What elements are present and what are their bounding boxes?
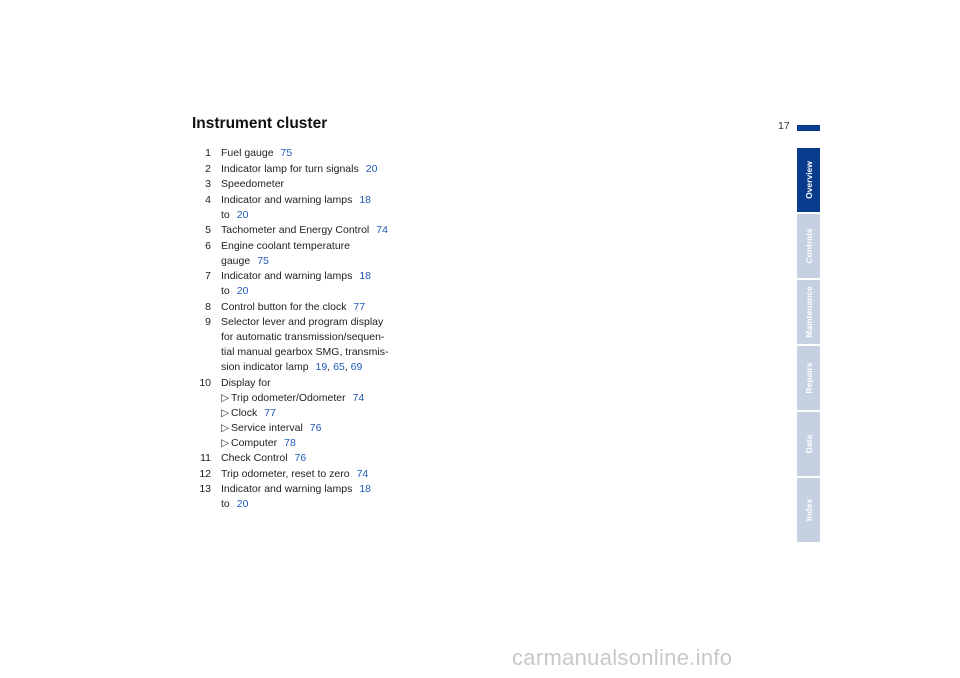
- list-item: [192, 162, 402, 177]
- page-ref-link[interactable]: 74: [356, 467, 369, 480]
- item-number: 5: [205, 224, 211, 236]
- section-tabs: [797, 148, 820, 544]
- page-ref-link[interactable]: 20: [365, 162, 378, 175]
- item-text: for automatic transmission/sequen-: [221, 331, 385, 343]
- triangle-bullet-icon: ▷: [221, 421, 230, 434]
- item-number: 7: [205, 270, 211, 282]
- sub-item-content: [231, 406, 276, 421]
- page-ref-link[interactable]: 20: [236, 285, 249, 297]
- item-line: [221, 360, 402, 375]
- item-body: [221, 223, 402, 238]
- item-number: 9: [205, 316, 211, 328]
- sub-item-text: Computer: [231, 436, 278, 449]
- item-line: [221, 467, 402, 482]
- sub-item: [221, 436, 402, 451]
- item-body: [221, 482, 402, 512]
- item-number: 13: [199, 483, 211, 495]
- item-body: [221, 239, 402, 269]
- legend-list: [192, 146, 402, 513]
- item-text: Fuel gauge: [221, 147, 274, 159]
- list-item: [192, 146, 402, 161]
- list-item: [192, 193, 402, 223]
- sub-item-text: Service interval: [231, 421, 303, 434]
- item-line: [221, 254, 402, 269]
- item-number: 8: [205, 300, 211, 313]
- section-tab-repairs[interactable]: [797, 346, 820, 410]
- page-ref-link[interactable]: 20: [236, 208, 249, 221]
- item-text: to: [221, 498, 230, 510]
- page-ref-link[interactable]: 76: [294, 452, 307, 464]
- triangle-bullet-icon: ▷: [221, 391, 230, 404]
- item-line: [221, 451, 402, 466]
- page-ref-link[interactable]: 78: [284, 436, 296, 449]
- page-ref-link[interactable]: 18: [359, 270, 372, 282]
- section-tab-label: Index: [803, 498, 814, 522]
- page-ref-link[interactable]: 18: [359, 193, 372, 206]
- item-line: [221, 208, 402, 223]
- page-title: Instrument cluster: [192, 115, 328, 132]
- page-number: 17: [778, 120, 790, 132]
- item-text: gauge: [221, 254, 251, 267]
- item-line: [221, 315, 402, 330]
- section-tab-index[interactable]: [797, 478, 820, 542]
- list-item: [192, 177, 402, 192]
- item-text: Control button for the clock: [221, 300, 347, 313]
- page-ref-link[interactable]: 19: [315, 361, 328, 373]
- list-item: [192, 300, 402, 315]
- page-ref-link[interactable]: 75: [257, 254, 269, 267]
- item-text: Trip odometer, reset to zero: [221, 467, 350, 480]
- section-tab-label: Maintenance: [803, 286, 814, 338]
- item-text: Display for: [221, 376, 271, 389]
- item-text: Check Control: [221, 452, 288, 464]
- item-body: [221, 451, 402, 466]
- item-text: to: [221, 285, 230, 297]
- item-number: 3: [205, 178, 211, 190]
- item-line: [221, 223, 402, 238]
- item-text: Speedometer: [221, 178, 285, 190]
- item-body: [221, 162, 402, 177]
- triangle-bullet-icon: ▷: [221, 436, 230, 449]
- page-ref-link[interactable]: 77: [353, 300, 366, 313]
- item-line: [221, 269, 402, 284]
- item-text: Indicator lamp for turn signals: [221, 162, 359, 175]
- list-item: [192, 376, 402, 451]
- sub-item: [221, 421, 402, 436]
- triangle-bullet-icon: ▷: [221, 406, 230, 419]
- section-tab-maintenance[interactable]: [797, 280, 820, 344]
- section-tab-label: Data: [803, 434, 814, 454]
- section-tab-label: Controls: [803, 228, 814, 264]
- item-line: [221, 482, 402, 497]
- item-number: 1: [205, 147, 211, 159]
- section-tab-controls[interactable]: [797, 214, 820, 278]
- item-line: [221, 146, 402, 161]
- page-ref-link[interactable]: 20: [236, 498, 249, 510]
- item-line: [221, 162, 402, 177]
- item-body: [221, 146, 402, 161]
- ref-separator: ,: [327, 361, 334, 373]
- page-ref-link[interactable]: 69: [350, 361, 363, 373]
- page-ref-link[interactable]: 74: [376, 224, 388, 236]
- section-tab-label: Repairs: [803, 362, 814, 394]
- item-number: 12: [199, 467, 211, 480]
- item-body: [221, 300, 402, 315]
- page-ref-link[interactable]: 65: [333, 361, 345, 373]
- item-body: [221, 269, 402, 299]
- item-text: Tachometer and Energy Control: [221, 224, 370, 236]
- page-ref-link[interactable]: 18: [359, 483, 372, 495]
- page-ref-link[interactable]: 77: [264, 406, 276, 419]
- sub-item: [221, 391, 402, 406]
- item-body: [221, 177, 402, 192]
- item-line: [221, 300, 402, 315]
- item-line: [221, 284, 402, 299]
- sub-item-content: [231, 421, 321, 436]
- sub-item-text: Trip odometer/Odometer: [231, 391, 346, 404]
- list-item: [192, 467, 402, 482]
- item-text: Selector lever and program display: [221, 316, 384, 328]
- item-body: [221, 193, 402, 223]
- list-item: [192, 315, 402, 375]
- sub-item-content: [231, 391, 364, 406]
- sub-item-content: [231, 436, 296, 451]
- page-ref-link[interactable]: 74: [352, 391, 365, 404]
- item-line: [221, 376, 402, 391]
- list-item: [192, 269, 402, 299]
- page-ref-link[interactable]: 76: [309, 421, 322, 434]
- item-body: [221, 376, 402, 451]
- item-line: [221, 177, 402, 192]
- item-body: [221, 467, 402, 482]
- item-text: Indicator and warning lamps: [221, 270, 353, 282]
- item-number: 6: [205, 239, 211, 252]
- list-item: [192, 223, 402, 238]
- item-body: [221, 315, 402, 375]
- item-text: Indicator and warning lamps: [221, 193, 353, 206]
- list-item: [192, 239, 402, 269]
- item-text: sion indicator lamp: [221, 361, 309, 373]
- item-number: 2: [205, 162, 211, 175]
- section-tab-data[interactable]: [797, 412, 820, 476]
- item-number: 4: [205, 193, 211, 206]
- item-text: to: [221, 208, 230, 221]
- page-ref-link[interactable]: 75: [280, 147, 293, 159]
- item-text: Indicator and warning lamps: [221, 483, 353, 495]
- sub-item-text: Clock: [231, 406, 258, 419]
- item-line: [221, 497, 402, 512]
- watermark: carmanualsonline.info: [512, 645, 733, 670]
- item-text: tial manual gearbox SMG, transmis-: [221, 346, 389, 358]
- item-text: Engine coolant temperature: [221, 239, 350, 252]
- sub-item: [221, 406, 402, 421]
- item-number: 11: [200, 452, 211, 464]
- item-line: [221, 193, 402, 208]
- item-number: 10: [199, 376, 211, 389]
- item-line: [221, 239, 402, 254]
- page-marker-bar: [797, 125, 820, 131]
- item-line: [221, 345, 402, 360]
- list-item: [192, 451, 402, 466]
- section-tab-overview[interactable]: [797, 148, 820, 212]
- section-tab-label: Overview: [803, 161, 814, 199]
- ref-separator: ,: [344, 361, 351, 373]
- list-item: [192, 482, 402, 512]
- item-line: [221, 330, 402, 345]
